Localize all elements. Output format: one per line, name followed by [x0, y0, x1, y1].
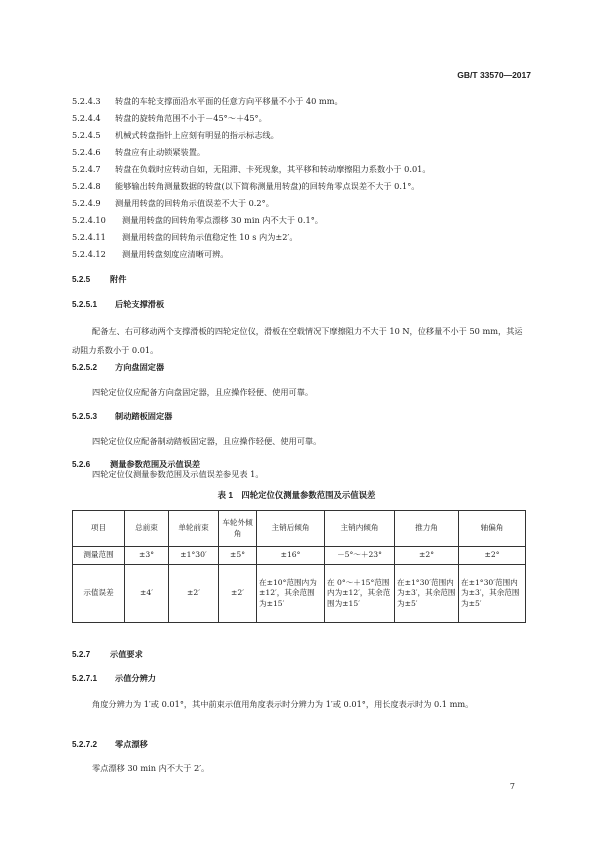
table-cell: ±3°	[125, 547, 169, 565]
table-header-cell: 单轮前束	[169, 511, 219, 547]
clause-text: 转盘在负载时应转动自如，无阻滞、卡死现象，其平移和转动摩擦阻力系数小于 0.01。	[115, 164, 431, 174]
clause-number: 5.2.4.9	[72, 198, 101, 208]
table-caption: 表 1 四轮定位仪测量参数范围及示值误差	[217, 490, 376, 500]
standard-number: GB/T 33570—2017	[457, 70, 531, 80]
table-cell: ±2′	[169, 565, 219, 623]
clause-text: 机械式转盘指针上应刻有明显的指示标志线。	[115, 130, 279, 140]
section-title: 零点漂移	[115, 740, 148, 749]
clause-text: 能够输出转角测量数据的转盘(以下简称测量用转盘)的回转角零点误差不大于 0.1°。	[115, 181, 420, 191]
table-cell: ±16°	[257, 547, 325, 565]
clause-5-2-4-3	[72, 97, 343, 105]
page-number: 7	[509, 782, 515, 791]
table-header-row	[73, 511, 526, 547]
section-title: 方向盘固定器	[115, 363, 165, 372]
section-title: 示值要求	[110, 650, 143, 659]
clause-text: 转盘应有止动锁紧装置。	[115, 147, 206, 157]
section-heading-5-2-5-2	[72, 364, 164, 372]
table-header-cell: 主销内倾角	[325, 511, 395, 547]
paragraph-5-2-7-2: 零点漂移 30 min 内不大于 2′。	[92, 763, 210, 773]
clause-text: 测量用转盘刻度应清晰可辨。	[122, 249, 229, 259]
table-cell: －5°～＋23°	[325, 547, 395, 565]
clause-5-2-4-6	[72, 148, 205, 156]
clause-text: 测量用转盘的回转角示值误差不大于 0.2°。	[115, 198, 274, 208]
table-cell: 在±10°范围内为±12′，其余范围为±15′	[257, 565, 325, 623]
section-number: 5.2.7.2	[72, 740, 98, 749]
clause-text: 转盘的旋转角范围不小于－45°～＋45°。	[115, 113, 267, 123]
table-row	[73, 547, 526, 565]
table-header-cell: 主销后倾角	[257, 511, 325, 547]
table-header-cell: 车轮外倾角	[219, 511, 257, 547]
section-heading-5-2-5-3	[72, 413, 172, 421]
paragraph-5-2-5-2: 四轮定位仪应配备方向盘固定器，且应操作轻便、使用可靠。	[92, 387, 314, 397]
clause-number: 5.2.4.8	[72, 181, 101, 191]
clause-number: 5.2.4.7	[72, 164, 101, 174]
clause-number: 5.2.4.12	[72, 249, 106, 259]
clause-number: 5.2.4.10	[72, 215, 106, 225]
table-row	[73, 565, 526, 623]
section-number: 5.2.6	[72, 460, 91, 469]
clause-5-2-4-10	[72, 216, 323, 224]
table-cell: 在 0°～＋15°范围内为±12′，其余范围为±15′	[325, 565, 395, 623]
table-cell: ±2°	[459, 547, 526, 565]
table-cell: ±2′	[219, 565, 257, 623]
clause-number: 5.2.4.4	[72, 113, 101, 123]
clause-5-2-4-7	[72, 165, 431, 173]
clause-5-2-4-4	[72, 114, 267, 122]
paragraph-5-2-7-1: 角度分辨力为 1′或 0.01°，其中前束示值用角度表示时分辨力为 1′或 0.01°，用长度表示时为 0.1 mm。	[92, 699, 474, 709]
section-heading-5-2-7	[72, 651, 143, 659]
clause-number: 5.2.4.6	[72, 147, 101, 157]
clause-5-2-4-11	[72, 233, 298, 241]
paragraph-5-2-6: 四轮定位仪测量参数范围及示值误差参见表 1。	[92, 469, 264, 479]
clause-number: 5.2.4.3	[72, 96, 101, 106]
clause-text: 转盘的车轮支撑面沿水平面的任意方向平移量不小于 40 mm。	[115, 96, 343, 106]
section-number: 5.2.5.3	[72, 412, 98, 421]
clause-text: 测量用转盘的回转角零点漂移 30 min 内不大于 0.1°。	[122, 215, 323, 225]
table-cell: 在±1°30′范围内为±3′，其余范围为±5′	[395, 565, 459, 623]
table-cell: ±2°	[395, 547, 459, 565]
clause-text: 测量用转盘的回转角示值稳定性 10 s 内为±2′。	[122, 232, 298, 242]
table-cell: ±1°30′	[169, 547, 219, 565]
paragraph-5-2-5-3: 四轮定位仪应配备制动踏板固定器，且应操作轻便、使用可靠。	[92, 436, 322, 446]
section-heading-5-2-6	[72, 461, 200, 469]
section-title: 测量参数范围及示值误差	[110, 460, 201, 469]
table-header-cell: 推力角	[395, 511, 459, 547]
section-title: 后轮支撑滑板	[115, 300, 165, 309]
table-cell: ±4′	[125, 565, 169, 623]
table-header-cell: 轴偏角	[459, 511, 526, 547]
section-heading-5-2-5-1	[72, 301, 164, 309]
parameter-table	[72, 510, 526, 623]
section-title: 制动踏板固定器	[115, 412, 173, 421]
section-number: 5.2.5.1	[72, 300, 98, 309]
clause-5-2-4-5	[72, 131, 279, 139]
table-cell: 在±1°30′范围内为±3′，其余范围为±5′	[459, 565, 526, 623]
clause-5-2-4-12	[72, 250, 228, 258]
section-title: 示值分辨力	[115, 674, 156, 683]
clause-number: 5.2.4.11	[72, 232, 106, 242]
table-cell: ±5°	[219, 547, 257, 565]
section-number: 5.2.5.2	[72, 363, 98, 372]
section-heading-5-2-5	[72, 276, 126, 284]
table-cell: 测量范围	[73, 547, 125, 565]
section-number: 5.2.5	[72, 275, 91, 284]
section-heading-5-2-7-2	[72, 741, 148, 749]
table-cell: 示值误差	[73, 565, 125, 623]
clause-number: 5.2.4.5	[72, 130, 101, 140]
section-number: 5.2.7	[72, 650, 91, 659]
clause-5-2-4-9	[72, 199, 274, 207]
clause-5-2-4-8	[72, 182, 419, 190]
paragraph-5-2-5-1: 配备左、右可移动两个支撑滑板的四轮定位仪，滑板在空载情况下摩擦阻力不大于 10 N，位移量不小于 50 mm，其运动阻力系数小于 0.01。	[72, 326, 523, 355]
section-title: 附件	[110, 275, 127, 284]
table-header-cell: 总前束	[125, 511, 169, 547]
section-heading-5-2-7-1	[72, 675, 156, 683]
section-number: 5.2.7.1	[72, 674, 98, 683]
table-header-cell: 项目	[73, 511, 125, 547]
